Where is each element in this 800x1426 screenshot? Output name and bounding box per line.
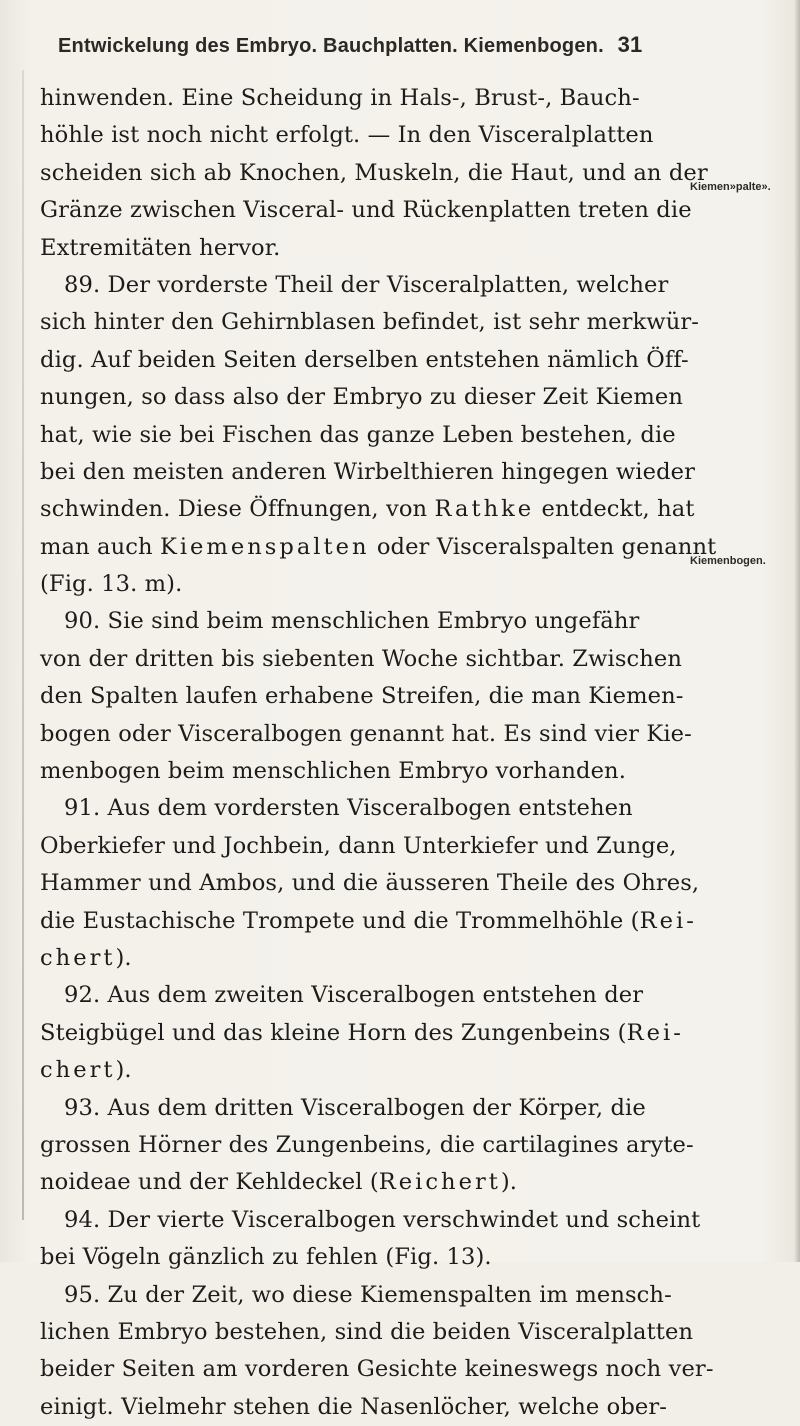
text-line: menbogen beim menschlichen Embryo vorhanden.	[40, 758, 626, 785]
author-name: Rei-	[626, 1019, 684, 1046]
text-line	[40, 903, 697, 940]
text-line: hinwenden. Eine Scheidung in Hals-, Brust-, Bauch-	[40, 85, 640, 111]
page-spine-shadow	[22, 70, 24, 1220]
running-header	[58, 32, 748, 64]
text-line: den Spalten laufen erhabene Streifen, die man Kiemen-	[40, 683, 684, 710]
text-line: höhle ist noch nicht erfolgt. — In den Visceralplatten	[40, 122, 654, 149]
text-line	[40, 1164, 680, 1201]
text-line: bei den meisten anderen Wirbelthieren hingegen wieder	[40, 458, 696, 485]
text-segment: die Eustachische Trompete und die Trommelhöhle (	[40, 907, 640, 934]
text-line: lichen Embryo bestehen, sind die beiden Visceralplatten	[40, 1318, 694, 1345]
text-segment: ).	[115, 944, 132, 971]
text-line: nungen, so dass also der Embryo zu dieser Zeit Kiemen	[40, 384, 684, 411]
text-line: dig. Auf beiden Seiten derselben entstehen nämlich Öff-	[40, 346, 689, 373]
text-line	[40, 529, 717, 566]
text-segment: entdeckt, hat	[534, 496, 695, 523]
text-line: sich hinter den Gehirnblasen befindet, ist sehr merkwür-	[40, 309, 699, 336]
text-segment: ).	[115, 1057, 132, 1084]
paragraph-90-start: 90. Sie sind beim menschlichen Embryo ungefähr	[64, 608, 640, 635]
text-line	[40, 491, 695, 528]
text-segment: oder Visceralspalten genannt	[369, 533, 717, 560]
text-line: beider Seiten am vorderen Gesichte keineswegs noch ver-	[40, 1356, 714, 1383]
author-name: chert	[40, 1057, 116, 1084]
paragraph-95-start: 95. Zu der Zeit, wo diese Kiemenspalten im mensch-	[64, 1281, 672, 1308]
text-line: grossen Hörner des Zungenbeins, die cartilagines aryte-	[40, 1131, 694, 1158]
text-line: Hammer und Ambos, und die äusseren Theile des Ohres,	[40, 870, 700, 897]
paragraph-93-start: 93. Aus dem dritten Visceralbogen der Körper, die	[64, 1094, 646, 1121]
margin-note-kiemenbogen: Kiemenbogen.	[690, 555, 766, 567]
text-line: (Fig. 13. m).	[40, 571, 183, 598]
margin-note-kiemenspalten: Kiemen»palte».	[690, 181, 771, 193]
paragraph-94-start: 94. Der vierte Visceralbogen verschwindet und scheint	[64, 1206, 701, 1233]
text-segment: Steigbügel und das kleine Horn des Zungenbeins (	[40, 1019, 627, 1046]
paragraph-92-start: 92. Aus dem zweiten Visceralbogen entstehen der	[64, 982, 644, 1009]
text-segment: noideae und der Kehldeckel (	[40, 1169, 379, 1196]
text-line: einigt. Vielmehr stehen die Nasenlöcher, welche ober-	[40, 1393, 668, 1420]
emphasized-term: Kiemenspalten	[159, 533, 370, 560]
text-line: bei Vögeln gänzlich zu fehlen (Fig. 13).	[40, 1244, 492, 1271]
author-name: Rathke	[434, 496, 535, 523]
text-segment: man auch	[40, 533, 160, 560]
text-line: Gränze zwischen Visceral- und Rückenplatten treten die	[40, 197, 692, 224]
text-line: von der dritten bis siebenten Woche sichtbar. Zwischen	[40, 645, 683, 672]
author-name: chert	[40, 944, 116, 971]
text-line: Oberkiefer und Jochbein, dann Unterkiefer und Zunge,	[40, 832, 677, 859]
author-name: Rei-	[639, 907, 697, 934]
text-line	[40, 940, 680, 977]
running-title: Entwickelung des Embryo. Bauchplatten. Kiemenbogen.	[58, 35, 604, 57]
text-line: scheiden sich ab Knochen, Muskeln, die Haut, und an der	[40, 159, 708, 186]
paragraph-89-start: 89. Der vorderste Theil der Visceralplatten, welcher	[64, 271, 669, 298]
text-segment: schwinden. Diese Öffnungen, von	[40, 496, 435, 523]
paragraph-91-start: 91. Aus dem vordersten Visceralbogen entstehen	[64, 795, 633, 822]
body-text	[40, 80, 717, 1426]
text-line: Extremitäten hervor.	[40, 234, 281, 261]
text-segment: ).	[500, 1169, 518, 1196]
text-line	[40, 1052, 680, 1089]
author-name: Reichert	[378, 1169, 501, 1196]
text-line: hat, wie sie bei Fischen das ganze Leben bestehen, die	[40, 421, 676, 448]
text-line	[40, 1015, 684, 1052]
page-number: 31	[617, 32, 643, 57]
text-line: bogen oder Visceralbogen genannt hat. Es sind vier Kie-	[40, 720, 692, 747]
